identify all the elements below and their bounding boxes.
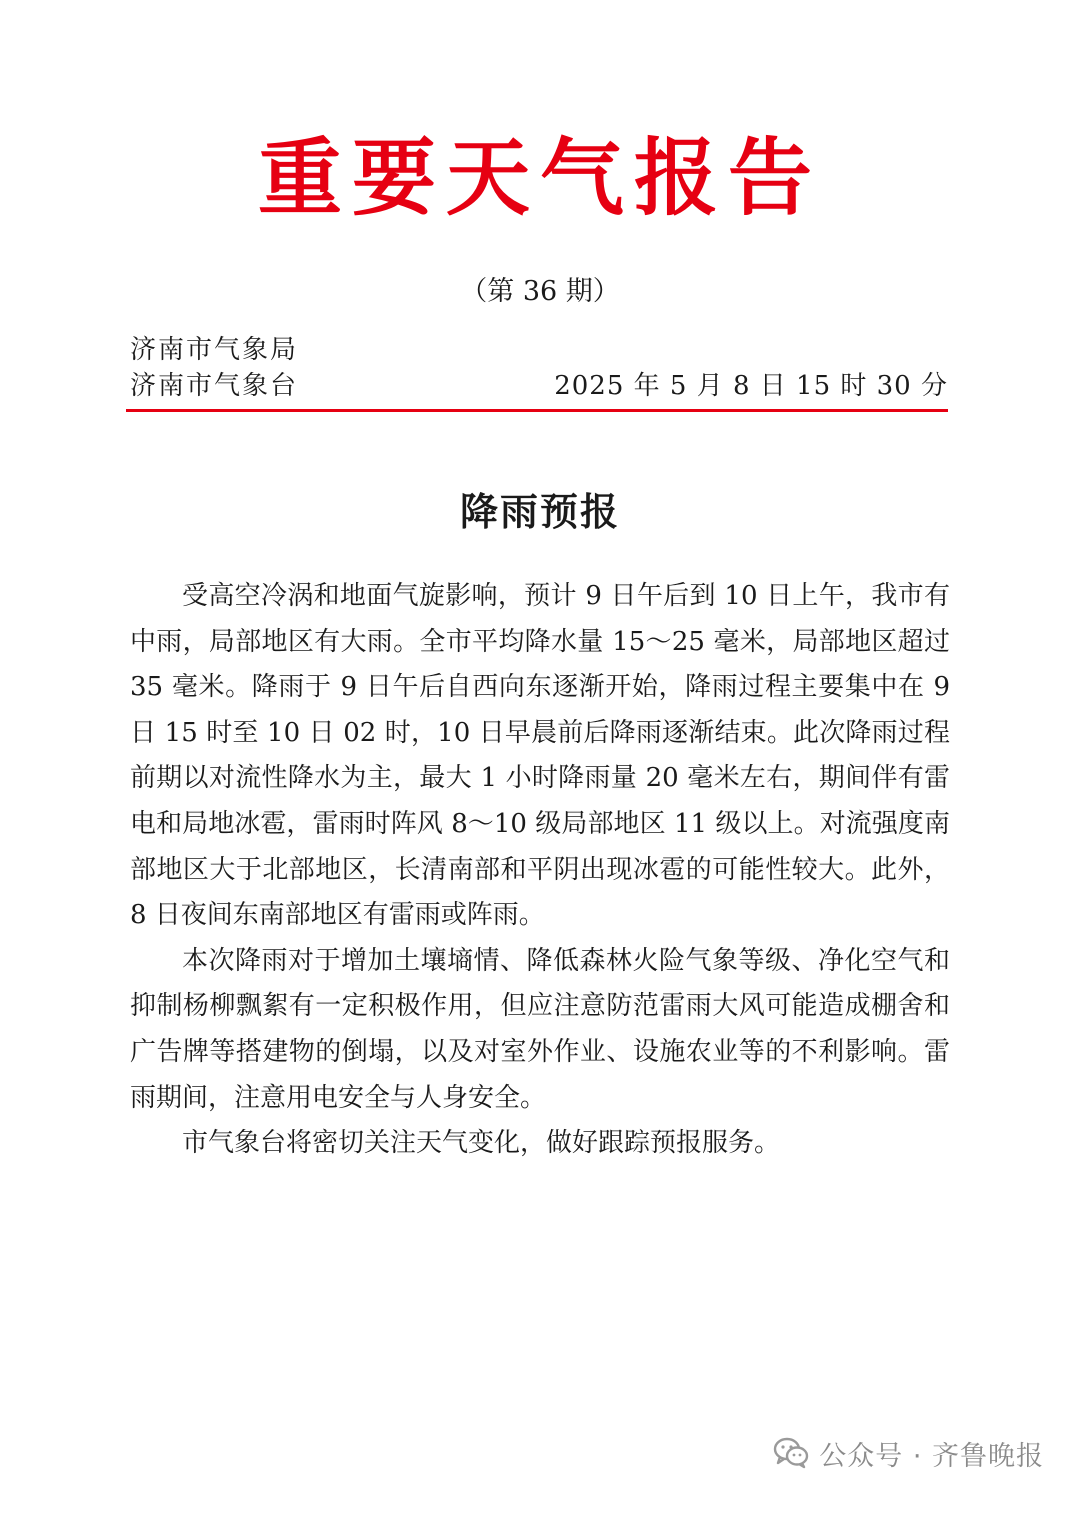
wechat-icon bbox=[773, 1437, 809, 1469]
document-body bbox=[130, 574, 950, 1167]
document-title: 降雨预报 bbox=[459, 489, 620, 534]
paragraph: 市气象台将密切关注天气变化，做好跟踪预报服务。 bbox=[182, 1128, 781, 1159]
masthead-title: 重要天气报告 bbox=[257, 128, 822, 227]
issue-number: （第 36 期） bbox=[460, 276, 620, 307]
paragraph: 受高空冷涡和地面气旋影响，预计 9 日午后到 10 日上午，我市有中雨，局部地区有大雨。全市平均降水量 15～25 毫米，局部地区超过 35 毫米。降雨于 9 日午后自西向东逐渐开始，降雨过程主要集中在 9 日 15 时至 10 日 02 时，10 日早晨前后降雨逐渐结束。此次降雨过程前期以对流性降水为主，最大 1 小时降雨量 20 毫米左右，期间伴有雷电和局地冰雹，雷雨时阵风 8～10 级局部地区 11 级以上。对流强度南部地区大于北部地区，长清南部和平阴出现冰雹的可能性较大。此外，8 日夜间东南部地区有雷雨或阵雨。 bbox=[130, 581, 950, 931]
header-divider bbox=[126, 409, 948, 412]
watermark-text: 公众号 · 齐鲁晚报 bbox=[819, 1440, 1044, 1472]
paragraph: 本次降雨对于增加土壤墒情、降低森林火险气象等级、净化空气和抑制杨柳飘絮有一定积极作用，但应注意防范雷雨大风可能造成棚舍和广告牌等搭建物的倒塌，以及对室外作业、设施农业等的不利影响。雷雨期间，注意用电安全与人身安全。 bbox=[130, 945, 950, 1113]
watermark bbox=[773, 1433, 1044, 1473]
issuer-bureau: 济南市气象局 bbox=[130, 335, 299, 365]
issue-time: 2025 年 5 月 8 日 15 时 30 分 bbox=[554, 371, 948, 401]
issuer-observatory: 济南市气象台 bbox=[130, 371, 299, 401]
